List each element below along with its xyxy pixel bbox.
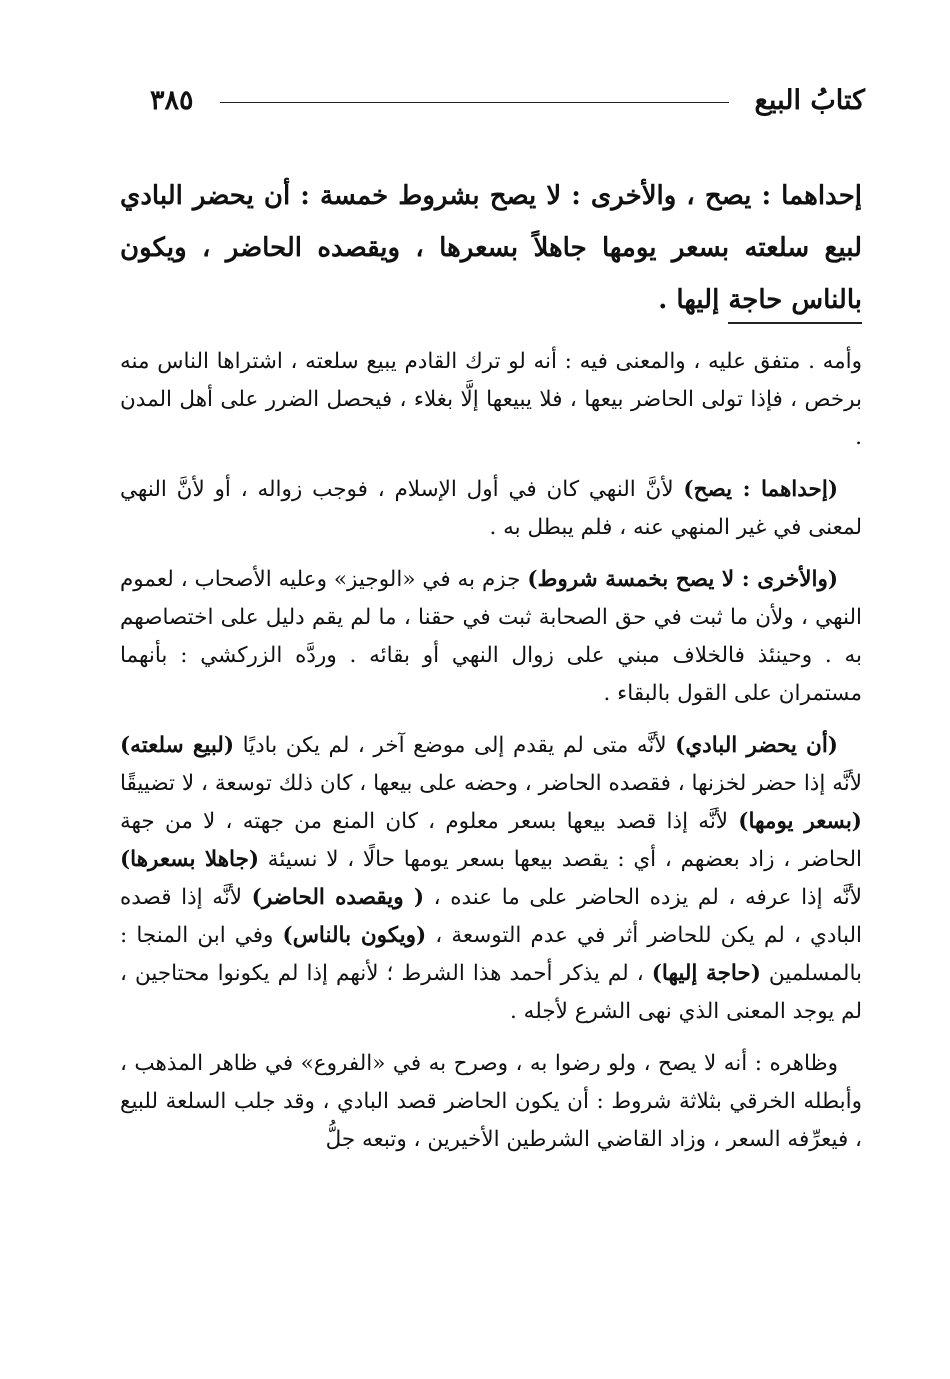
chapter-title: كتابُ البيع [754,84,865,116]
commentary [120,343,862,1173]
quoted-matn: (ويكون بالناس) [282,923,427,948]
commentary-text: لأنَّه إذا حضر لخزنها ، فقصده الحاضر ، وحضه على بيعها ، كان ذلك توسعة ، لا تضييقًا [120,771,862,796]
quoted-matn: (أن يحضر البادي) [675,733,838,758]
header-rule [220,102,729,103]
commentary-text: وأمه . متفق عليه ، والمعنى فيه : أنه لو ترك القادم يبيع سلعته ، اشتراها الناس منه برخص ، فإذا تولى الحاضر بيعها ، فلا يبيعها إلَّا بغلاء ، فيحصل الضرر على أهل المدن . [120,349,862,450]
page-number: ٣٨٥ [150,84,194,116]
quoted-matn: (حاجة إليها) [651,961,761,986]
commentary-text: جزم به في «الوجيز» وعليه الأصحاب ، لعموم النهي ، ولأن ما ثبت في حق الصحابة ثبت في حقنا ، ما لم يقم دليل على اختصاصهم به . وحينئذ فالخلاف مبني على زوال النهي أو بقائه . وردَّه الزركشي : بأنهما مستمران على القول بالبقاء . [120,567,862,706]
main-text: إحداهما : يصح ، والأخرى : لا يصح بشروط خمسة : أن يحضر البادي لبيع سلعته بسعر يومها جاهلاً بسعرها ، ويقصده الحاضر ، ويكون بالناس حاجة إليها . [120,181,862,315]
commentary-text: لأنَّه إذا عرفه ، لم يزده الحاضر على ما عنده ، [424,885,862,910]
commentary-text: ، لم يذكر أحمد هذا الشرط ؛ لأنهم إذا لم يكونوا محتاجين ، لم يوجد المعنى الذي نهى الشرع لأجله . [120,961,862,1024]
commentary-paragraph-1 [120,343,862,457]
quoted-matn: (لبيع سلعته) [120,733,235,758]
commentary-paragraph-5 [120,1045,862,1159]
commentary-paragraph-3 [120,561,862,713]
commentary-text: وظاهره : أنه لا يصح ، ولو رضوا به ، وصرح به في «الفروع» في ظاهر المذهب ، وأبطله الخرقي بثلاثة شروط : أن يكون الحاضر قصد البادي ، وقد جلب السلعة للبيع ، فيعرِّفه السعر ، وزاد القاضي الشرطين الأخيرين ، وتبعه جلُّ [120,1051,862,1152]
commentary-paragraph-2 [120,471,862,547]
quoted-matn: (جاهلا بسعرها) [120,847,260,872]
commentary-text: لأنَّه متى لم يقدم إلى موضع آخر ، لم يكن باديًا [234,733,676,758]
quoted-matn: (بسعر يومها) [738,809,862,834]
quoted-matn: ( ويقصده الحاضر) [251,885,425,910]
commentary-text: لأنَّه إذا قصده البادي ، لم يكن للحاضر أثر في عدم التوسعة ، [120,885,862,948]
commentary-text: لأنَّه إذا قصد بيعها بسعر معلوم ، كان المنع من جهته ، لا من جهة الحاضر ، زاد بعضهم ، أي : يقصد بيعها بسعر يومها حالًا ، لا نسيئة [120,809,862,872]
commentary-text: وفي ابن المنجا : بالمسلمين [120,923,862,986]
commentary-paragraph-4 [120,727,862,1031]
commentary-text: لأنَّ النهي كان في أول الإسلام ، فوجب زواله ، أو لأنَّ النهي لمعنى في غير المنهي عنه ، فلم يبطل به . [120,477,862,540]
running-header [150,80,865,120]
commentary-separator [728,322,862,324]
quoted-matn: (والأخرى : لا يصح بخمسة شروط) [527,567,838,592]
quoted-matn: (إحداهما : يصح) [683,477,838,502]
